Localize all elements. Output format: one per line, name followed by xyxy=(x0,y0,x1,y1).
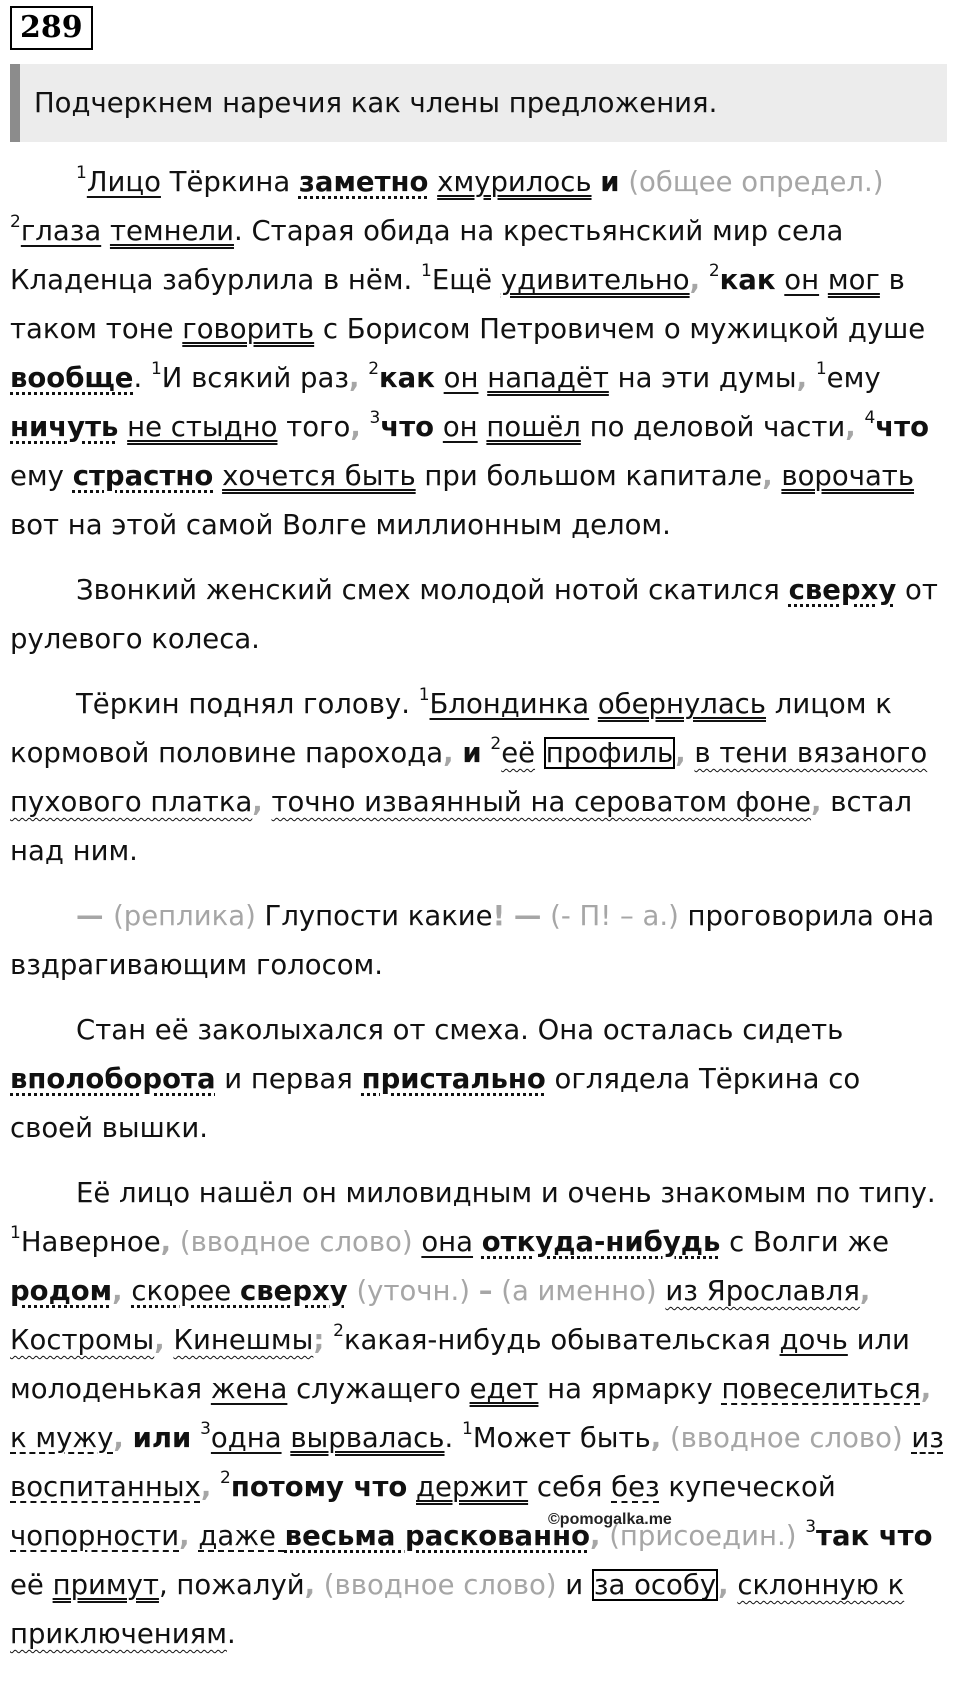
text-segment: сверху xyxy=(239,1275,348,1307)
text-segment: что xyxy=(380,411,435,443)
text-segment: чопорности xyxy=(10,1520,180,1552)
text-segment xyxy=(505,900,514,932)
text-segment: (реплика) xyxy=(113,900,256,932)
text-segment: из воспитанных xyxy=(10,1422,944,1503)
text-segment: . xyxy=(444,1422,462,1454)
text-segment: он xyxy=(442,411,478,443)
text-segment: глаза xyxy=(20,215,102,247)
paragraph xyxy=(10,1169,950,1659)
text-segment: купеческой xyxy=(659,1471,836,1503)
text-segment xyxy=(361,411,370,443)
clause-number: 2 xyxy=(490,733,502,754)
text-segment xyxy=(428,166,437,198)
text-segment: Костромы xyxy=(10,1324,155,1356)
clause-number: 2 xyxy=(708,260,720,281)
text-segment: так что xyxy=(816,1520,933,1552)
clause-number: 1 xyxy=(150,358,162,379)
text-segment: , пожалуй xyxy=(158,1569,305,1601)
text-segment: , xyxy=(160,1226,172,1258)
text-segment: , xyxy=(675,737,686,769)
text-segment xyxy=(359,362,368,394)
clause-number: 1 xyxy=(76,162,87,183)
text-segment: — xyxy=(513,900,542,932)
text-segment xyxy=(101,215,110,247)
text-segment: , xyxy=(304,1569,316,1601)
task-banner xyxy=(10,64,947,142)
text-segment: пошёл xyxy=(486,411,581,443)
text-segment: , xyxy=(348,362,360,394)
text-segment: обернулась xyxy=(597,688,767,720)
paragraph xyxy=(10,680,950,876)
paragraph xyxy=(10,158,950,550)
text-segment: (вводное слово) xyxy=(323,1569,557,1601)
text-segment: откуда-нибудь xyxy=(481,1226,721,1258)
text-segment xyxy=(191,1422,200,1454)
text-segment: примут xyxy=(52,1569,159,1601)
text-segment: встал над ним. xyxy=(10,786,913,867)
text-segment: при большом капитале xyxy=(415,460,763,492)
paragraph xyxy=(10,566,950,664)
text-segment: нападёт xyxy=(487,362,609,394)
text-segment xyxy=(118,411,127,443)
clause-number: 1 xyxy=(815,358,827,379)
text-segment: хочется быть xyxy=(222,460,416,492)
text-segment: на ярмарку xyxy=(538,1373,722,1405)
text-segment: пристально xyxy=(361,1063,546,1095)
text-segment: того xyxy=(277,411,351,443)
text-segment: профиль xyxy=(545,737,674,769)
text-segment: (вводное слово) xyxy=(179,1226,413,1258)
text-segment xyxy=(124,1422,133,1454)
text-segment: Её лицо нашёл он миловидным и очень знакомым по типу. xyxy=(76,1177,936,1209)
text-segment: какая-нибудь обывательская xyxy=(343,1324,780,1356)
clause-number: 1 xyxy=(462,1418,473,1439)
text-segment xyxy=(213,460,222,492)
text-segment: , xyxy=(920,1373,932,1405)
text-segment: мог xyxy=(827,264,880,296)
text-segment: ! xyxy=(492,900,506,932)
text-segment: говорить xyxy=(182,313,315,345)
text-segment: одна xyxy=(210,1422,282,1454)
text-segment: Стан её заколыхался от смеха. Она осталась сидеть xyxy=(76,1014,844,1046)
text-segment: он xyxy=(443,362,479,394)
text-segment xyxy=(589,688,598,720)
text-segment: держит xyxy=(416,1471,529,1503)
text-segment: , xyxy=(718,1569,729,1601)
text-segment: едет xyxy=(469,1373,539,1405)
text-segment xyxy=(796,1520,805,1552)
text-segment: , xyxy=(154,1324,165,1356)
text-segment xyxy=(435,362,444,394)
text-segment: , xyxy=(179,1520,190,1552)
text-segment: , xyxy=(200,1471,212,1503)
text-segment: , xyxy=(859,1275,871,1307)
text-segment: , xyxy=(112,1275,123,1307)
text-segment: темнели xyxy=(109,215,234,247)
text-segment: Может быть xyxy=(472,1422,651,1454)
text-segment xyxy=(282,1422,291,1454)
text-segment: , xyxy=(689,264,701,296)
text-segment: служащего xyxy=(287,1373,470,1405)
text-segment: . xyxy=(133,362,151,394)
text-segment: и xyxy=(462,737,482,769)
text-segment: к мужу xyxy=(10,1422,114,1454)
text-segment: на эти думы xyxy=(608,362,797,394)
text-segment xyxy=(478,362,487,394)
text-segment xyxy=(776,264,785,296)
text-segment: себя xyxy=(528,1471,612,1503)
text-segment xyxy=(407,1471,416,1503)
text-segment: вообще xyxy=(10,362,134,394)
text-segment: склонную к приключениям xyxy=(10,1569,905,1650)
text-segment: . Старая обида на крестьянский мир села Кладенца забурлила в нём. xyxy=(10,215,844,296)
text-segment: не стыдно xyxy=(127,411,278,443)
text-segment: как xyxy=(719,264,776,296)
clause-number: 2 xyxy=(10,211,21,232)
text-segment: лицом к кормовой половине парохода xyxy=(10,688,892,769)
text-segment: , xyxy=(350,411,361,443)
text-segment: — xyxy=(76,900,114,932)
text-segment xyxy=(700,264,709,296)
text-segment: (присоедин.) xyxy=(609,1520,797,1552)
text-segment xyxy=(470,1275,479,1307)
text-segment xyxy=(661,1422,670,1454)
text-segment xyxy=(492,1275,501,1307)
text-segment: Лицо xyxy=(86,166,161,198)
text-segment: вот на этой самой Волге миллионным делом. xyxy=(10,509,671,541)
text-segment: весьма раскованно xyxy=(284,1520,590,1552)
text-segment: от рулевого колеса. xyxy=(10,574,938,655)
text-segment: (общее определ.) xyxy=(628,166,884,198)
text-segment: из Ярославля xyxy=(665,1275,860,1307)
text-segment: точно изваянный на сероватом фоне xyxy=(271,786,812,818)
text-segment: он xyxy=(784,264,820,296)
text-segment: как xyxy=(379,362,435,394)
text-segment: за особу xyxy=(593,1569,717,1601)
text-segment: (вводное слово) xyxy=(669,1422,903,1454)
text-segment: оглядела Тёркина со своей вышки. xyxy=(10,1063,861,1144)
text-segment: вырвалась xyxy=(290,1422,445,1454)
text-segment: ему xyxy=(826,362,881,394)
text-segment xyxy=(807,362,816,394)
text-segment: что xyxy=(875,411,929,443)
text-segment: – xyxy=(478,1275,493,1307)
text-segment: И всякий раз xyxy=(161,362,349,394)
text-segment: и xyxy=(600,166,620,198)
text-segment: . xyxy=(226,1618,236,1650)
paragraph xyxy=(10,892,950,990)
task-text: Подчеркнем наречия как члены предложения. xyxy=(34,87,718,119)
text-segment: удивительно xyxy=(500,264,690,296)
clause-number: 1 xyxy=(418,684,430,705)
text-segment xyxy=(592,166,601,198)
text-segment: страстно xyxy=(72,460,214,492)
clause-number: 1 xyxy=(10,1222,21,1243)
text-segment: , xyxy=(443,737,454,769)
text-segment: без xyxy=(611,1471,660,1503)
text-segment: скорее xyxy=(131,1275,240,1307)
text-segment: , xyxy=(589,1520,601,1552)
text-segment: с Борисом Петровичем о мужицкой душе xyxy=(314,313,926,345)
text-segment: Блондинка xyxy=(429,688,590,720)
text-segment: даже xyxy=(198,1520,285,1552)
clause-number: 2 xyxy=(220,1467,231,1488)
text-segment: Звонкий женский смех молодой нотой скатился xyxy=(76,574,789,606)
text-segment: Тёркина xyxy=(160,166,299,198)
text-segment: заметно xyxy=(298,166,429,198)
text-segment: , xyxy=(845,411,856,443)
text-segment: Наверное xyxy=(20,1226,161,1258)
text-segment: она xyxy=(421,1226,474,1258)
text-segment: с Волги же xyxy=(720,1226,890,1258)
text-segment xyxy=(324,1324,333,1356)
text-segment xyxy=(434,411,443,443)
text-segment: Тёркин поднял голову. xyxy=(76,688,419,720)
text-segment: Глупости какие xyxy=(255,900,493,932)
text-segment: (а именно) xyxy=(501,1275,657,1307)
text-segment: и xyxy=(556,1569,592,1601)
text-segment: и первая xyxy=(215,1063,362,1095)
text-segment: её xyxy=(10,1569,53,1601)
text-segment: в таком тоне xyxy=(10,264,905,345)
text-segment: (- П! – а.) xyxy=(550,900,679,932)
text-segment: ничуть xyxy=(10,411,119,443)
text-segment xyxy=(171,1226,180,1258)
text-segment: хмурилось xyxy=(437,166,592,198)
text-segment: или молоденькая xyxy=(10,1324,910,1405)
text-segment xyxy=(541,900,550,932)
text-segment: Кинешмы xyxy=(173,1324,314,1356)
text-segment: , xyxy=(650,1422,662,1454)
clause-number: 2 xyxy=(333,1320,344,1341)
text-segment: родом xyxy=(10,1275,113,1307)
clause-number: 3 xyxy=(369,407,381,428)
watermark: ©pomogalka.me xyxy=(548,1511,672,1528)
paragraph xyxy=(10,1006,950,1153)
text-segment: вполоборота xyxy=(10,1063,216,1095)
text-segment: Ещё xyxy=(431,264,501,296)
text-segment xyxy=(315,1569,324,1601)
text-segment: её xyxy=(501,737,536,769)
text-segment: проговорила она вздрагивающим голосом. xyxy=(10,900,935,981)
exercise-number: 289 xyxy=(10,6,93,50)
text-segment: или xyxy=(132,1422,192,1454)
clause-number: 3 xyxy=(200,1418,211,1439)
text-segment xyxy=(263,786,272,818)
text-segment: (уточн.) xyxy=(356,1275,470,1307)
text-segment: дочь xyxy=(779,1324,848,1356)
clause-number: 2 xyxy=(368,358,380,379)
text-segment: по деловой части xyxy=(580,411,846,443)
text-segment: сверху xyxy=(788,574,897,606)
text-segment: ему xyxy=(10,460,73,492)
text-segment xyxy=(473,1226,482,1258)
text-segment: , xyxy=(113,1422,124,1454)
text-segment: повеселиться xyxy=(721,1373,921,1405)
clause-number: 3 xyxy=(805,1516,817,1537)
text-segment: , xyxy=(252,786,263,818)
text-segment: , xyxy=(811,786,822,818)
text-segment xyxy=(211,1471,220,1503)
text-segment: , xyxy=(762,460,773,492)
text-segment: в тени вязаного пухового платка xyxy=(10,737,928,818)
text-body xyxy=(10,158,950,1659)
text-segment xyxy=(819,264,828,296)
text-segment xyxy=(535,737,544,769)
clause-number: 1 xyxy=(421,260,432,281)
text-segment: , xyxy=(796,362,808,394)
text-segment: жена xyxy=(210,1373,288,1405)
clause-number: 4 xyxy=(864,407,876,428)
text-segment xyxy=(620,166,629,198)
text-segment: ворочать xyxy=(781,460,915,492)
text-segment: ; xyxy=(313,1324,325,1356)
text-segment: потому что xyxy=(230,1471,408,1503)
